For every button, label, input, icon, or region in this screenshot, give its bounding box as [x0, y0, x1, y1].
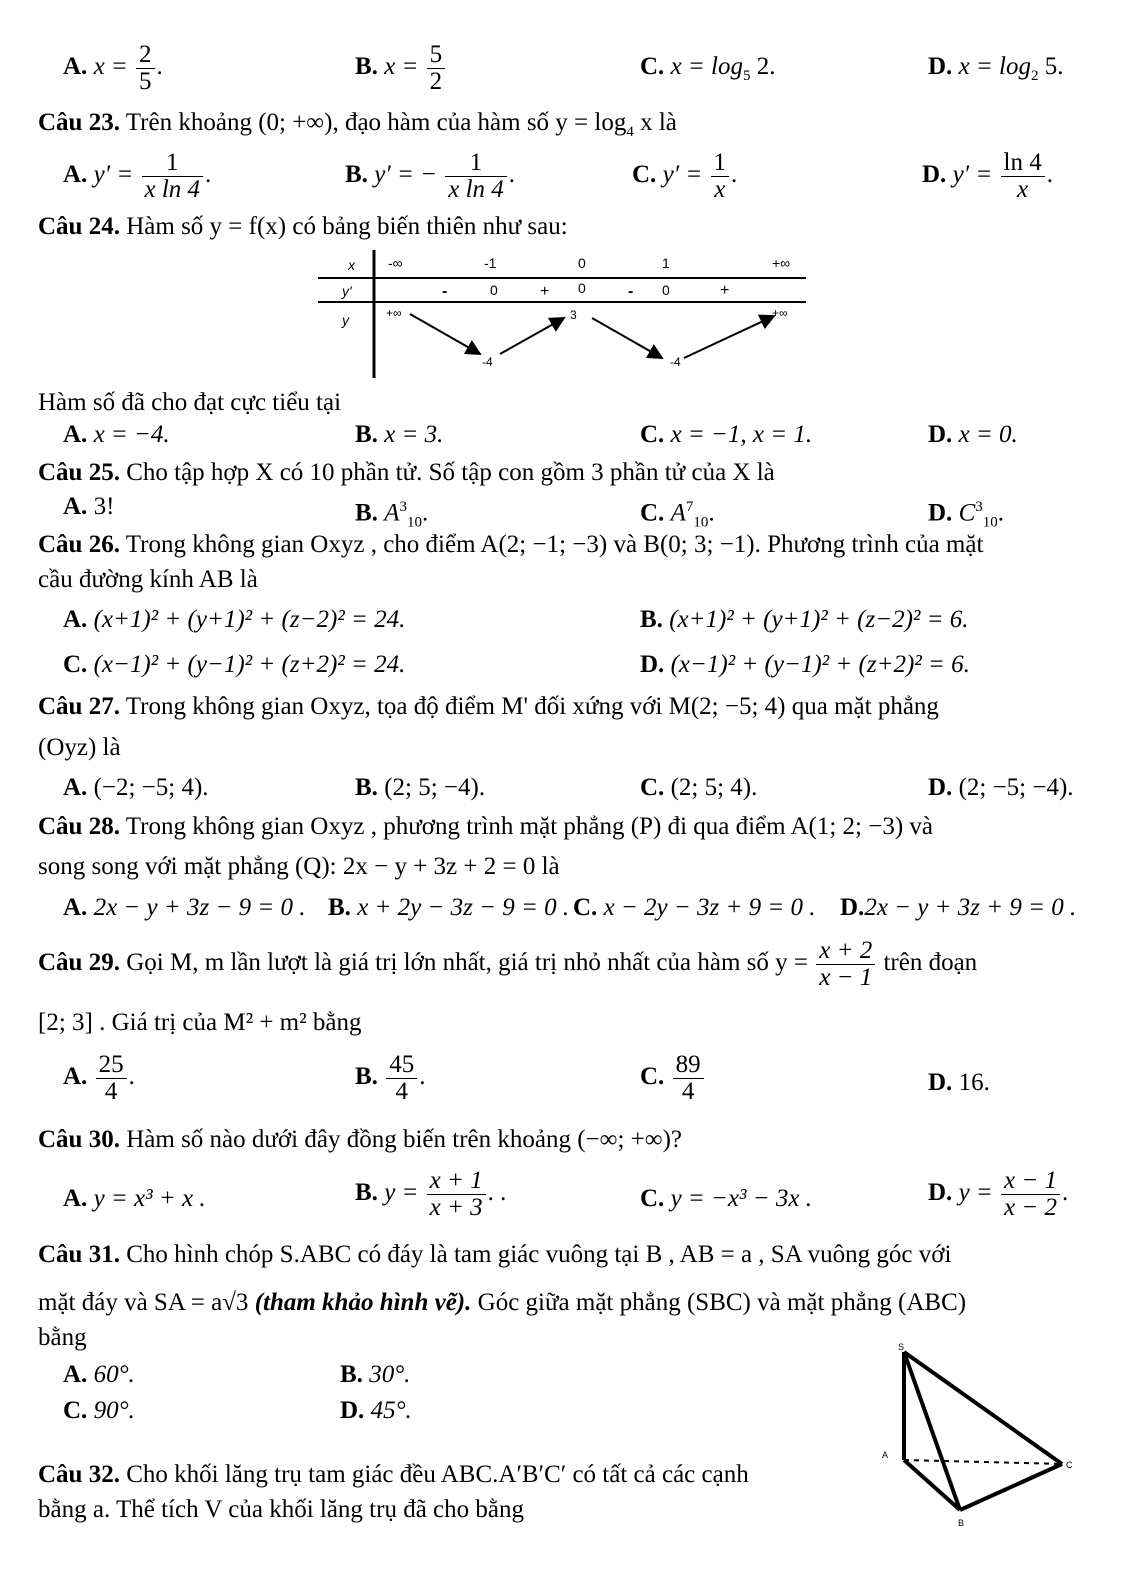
table-x-value: 0	[578, 255, 586, 271]
option-text: y = x³ + x .	[93, 1185, 206, 1212]
question-text: Trong không gian Oxyz , phương trình mặt phẳng (P) đi qua điểm A(1; 2; −3) và	[125, 813, 934, 840]
q30-option-c[interactable]	[640, 1184, 812, 1214]
option-punct: .	[508, 161, 516, 189]
denominator: 4	[104, 1078, 118, 1105]
numerator: x + 1	[427, 1168, 486, 1195]
q28-option-a[interactable]	[63, 893, 305, 923]
option-text: y =	[384, 1179, 419, 1207]
vertex-label-B: B	[958, 1518, 965, 1528]
option-text: C	[958, 499, 976, 527]
q26-stem-2: cầu đường kính AB là	[38, 566, 258, 593]
question-text-end: x là	[633, 109, 677, 136]
fraction	[142, 150, 204, 203]
option-punct: .	[1062, 1179, 1069, 1207]
q31-option-c[interactable]	[63, 1396, 135, 1426]
question-text: Cho hình chóp S.ABC có đáy là tam giác vuông tại B , AB = a , SA vuông góc với	[126, 1241, 952, 1268]
q31-stem-2	[38, 1288, 966, 1318]
q23-option-b[interactable]	[345, 150, 515, 203]
numerator: ln 4	[1001, 150, 1045, 177]
table-y-value: -4	[482, 355, 493, 369]
question-number: Câu 31.	[38, 1241, 120, 1268]
q31-stem	[38, 1240, 951, 1270]
numerator: 1	[711, 150, 730, 177]
question-text: Cho tập hợp X có 10 phần tử. Số tập con gồm 3 phần tử của X là	[126, 459, 775, 486]
q29-option-b[interactable]	[355, 1052, 425, 1105]
numerator: 1	[142, 150, 204, 177]
arrow-down	[410, 314, 480, 354]
table-y-value: -4	[670, 355, 681, 369]
table-x-value: 1	[662, 255, 670, 271]
question-text: Trong không gian Oxyz , cho điểm A(2; −1; −3) và B(0; 3; −1). Phương trình của mặt	[125, 531, 984, 558]
q26-stem	[38, 530, 983, 560]
q27-option-c[interactable]	[640, 773, 757, 803]
option-label: C.	[573, 894, 598, 921]
option-text: 2x − y + 3z + 9 = 0 .	[864, 894, 1077, 921]
option-text: y′ =	[662, 161, 703, 189]
table-yp-value: 0	[578, 280, 586, 296]
q28-option-c[interactable]	[573, 893, 815, 923]
option-punct: .	[1046, 161, 1053, 189]
question-text: Trong không gian Oxyz, tọa độ điểm M' đối xứng với M(2; −5; 4) qua mặt phẳng	[125, 693, 939, 720]
option-label: B.	[340, 1361, 363, 1388]
option-text: (2; −5; −4).	[958, 774, 1074, 801]
q28-option-b[interactable]	[328, 893, 569, 923]
table-x-label: x	[348, 257, 355, 273]
table-yp-value: 0	[662, 282, 670, 298]
q24-option-b[interactable]	[355, 420, 443, 450]
q23-option-c[interactable]	[632, 150, 737, 203]
option-text: (x+1)² + (y+1)² + (z−2)² = 24.	[93, 606, 406, 633]
q29-stem-2: [2; 3] . Giá trị của M² + m² bằng	[38, 1009, 362, 1036]
question-number: Câu 28.	[38, 813, 120, 840]
question-number: Câu 26.	[38, 531, 120, 558]
option-label: D.	[640, 651, 665, 678]
q29-option-a[interactable]	[63, 1052, 135, 1105]
option-text: x =	[93, 53, 128, 81]
option-label: B.	[355, 499, 378, 527]
q31-stem-3: bằng	[38, 1324, 87, 1351]
option-text: y′ =	[952, 161, 993, 189]
numerator: 45	[386, 1052, 417, 1079]
option-label: D.	[928, 421, 953, 448]
denominator: x ln 4	[448, 176, 504, 203]
q30-stem	[38, 1125, 682, 1155]
q28-option-d[interactable]	[840, 893, 1076, 923]
table-yp-value: -	[628, 283, 634, 300]
option-label: C.	[640, 774, 665, 801]
option-text: x = log	[958, 53, 1031, 80]
table-x-value: -∞	[388, 255, 403, 271]
fraction	[711, 150, 730, 203]
table-yp-value: -	[442, 283, 448, 300]
question-number: Câu 27.	[38, 693, 120, 720]
numerator: 89	[673, 1052, 704, 1079]
option-text: (−2; −5; 4).	[93, 774, 209, 801]
question-number: Câu 25.	[38, 459, 120, 486]
denominator: x ln 4	[144, 176, 201, 203]
option-text: (x+1)² + (y+1)² + (z−2)² = 6.	[669, 606, 969, 633]
question-number: Câu 32.	[38, 1461, 120, 1488]
option-label: D.	[928, 499, 953, 527]
option-text: 3!	[93, 493, 115, 520]
option-label: A.	[63, 421, 88, 448]
option-text: (x−1)² + (y−1)² + (z+2)² = 6.	[670, 651, 970, 678]
question-text: Hàm số y = f(x) có bảng biến thiên như sau:	[126, 213, 568, 240]
arrow-up	[684, 316, 774, 358]
option-label: A.	[63, 774, 88, 801]
option-text: x = 3.	[384, 421, 444, 448]
option-text: y′ =	[93, 161, 134, 189]
option-label: C.	[640, 1185, 665, 1212]
fraction	[136, 42, 155, 95]
variation-table	[310, 250, 810, 380]
q22-option-b[interactable]	[355, 42, 447, 95]
q24-option-a[interactable]	[63, 420, 170, 450]
fraction	[386, 1052, 417, 1105]
option-text: y = −x³ − 3x .	[670, 1185, 812, 1212]
option-punct: 5.	[1038, 53, 1064, 80]
q23-option-a[interactable]	[63, 150, 211, 203]
question-number: Câu 24.	[38, 213, 120, 240]
option-label: B.	[640, 606, 663, 633]
option-label: C.	[640, 53, 665, 80]
q25-stem	[38, 458, 775, 488]
denominator: x − 2	[1004, 1194, 1057, 1221]
question-number: Câu 29.	[38, 949, 120, 977]
option-text: A	[670, 499, 686, 527]
denominator: 5	[139, 68, 152, 95]
fraction	[96, 1052, 127, 1105]
q30-option-a[interactable]	[63, 1184, 206, 1214]
pyramid-figure	[870, 1340, 1090, 1530]
edge-SC	[904, 1352, 1062, 1464]
q26-option-a[interactable]	[63, 605, 405, 635]
option-text: y′ = −	[374, 161, 437, 189]
q24-option-c[interactable]	[640, 420, 812, 450]
q27-stem-2: (Oyz) là	[38, 734, 121, 761]
numerator: 1	[445, 150, 507, 177]
fraction	[1001, 150, 1045, 203]
subscript: 5	[742, 68, 751, 84]
option-label: A.	[63, 161, 88, 189]
q27-option-a[interactable]	[63, 773, 209, 803]
option-label: A.	[63, 894, 88, 921]
option-punct: .	[419, 1063, 426, 1091]
option-label: D.	[928, 1179, 953, 1207]
option-punct: .	[997, 499, 1004, 527]
q23-stem	[38, 108, 677, 147]
table-yp-value: 0	[490, 282, 498, 298]
superscript: 7	[685, 499, 694, 515]
edge-AC	[904, 1460, 1062, 1464]
option-text: x = −4.	[93, 421, 170, 448]
option-punct: .	[731, 161, 738, 189]
fraction	[445, 150, 507, 203]
option-text: x − 2y − 3z + 9 = 0 .	[603, 894, 816, 921]
q26-option-c[interactable]	[63, 650, 405, 680]
q28-stem	[38, 812, 933, 842]
option-text: (2; 5; 4).	[670, 774, 758, 801]
fraction	[673, 1052, 704, 1105]
q26-option-d[interactable]	[640, 650, 970, 680]
q27-option-d[interactable]	[928, 773, 1074, 803]
option-label: D.	[928, 53, 953, 80]
numerator: 2	[136, 42, 155, 69]
option-text: y =	[958, 1179, 993, 1207]
fraction	[816, 938, 875, 991]
q31-option-d[interactable]	[340, 1396, 412, 1426]
option-label: A.	[63, 1185, 88, 1212]
denominator: x + 3	[429, 1194, 483, 1221]
denominator: 4	[681, 1078, 695, 1105]
option-punct: . .	[487, 1179, 507, 1207]
option-label: A.	[63, 53, 88, 81]
option-label: A.	[63, 1361, 88, 1388]
subscript: 4	[626, 124, 634, 140]
denominator: 4	[395, 1078, 408, 1105]
option-text: 60°.	[93, 1361, 135, 1388]
superscript: 3	[975, 499, 983, 515]
numerator: 5	[427, 42, 446, 69]
table-yp-value: +	[540, 283, 550, 300]
question-note: (tham khảo hình vẽ).	[248, 1289, 472, 1316]
vertex-label-S: S	[898, 1342, 905, 1352]
q24-option-d[interactable]	[928, 420, 1018, 450]
question-number: Câu 30.	[38, 1126, 120, 1153]
q27-option-b[interactable]	[355, 773, 485, 803]
option-label: C.	[640, 1063, 665, 1091]
numerator: 25	[96, 1052, 127, 1079]
option-label: C.	[63, 1397, 88, 1424]
q23-option-d[interactable]	[922, 150, 1053, 203]
question-text-end: trên đoạn	[883, 949, 978, 977]
option-text: 16.	[958, 1069, 990, 1096]
subscript: 10	[982, 514, 998, 531]
option-label: B.	[328, 894, 351, 921]
option-text: x = 0.	[958, 421, 1018, 448]
table-y-value: +∞	[772, 306, 788, 320]
numerator: x − 1	[1001, 1168, 1060, 1195]
option-label: B.	[355, 774, 378, 801]
q28-stem-2: song song với mặt phẳng (Q): 2x − y + 3z + 2 = 0 là	[38, 853, 560, 880]
q22-option-a[interactable]	[63, 42, 163, 95]
option-label: C.	[63, 651, 88, 678]
q25-option-a[interactable]	[63, 492, 114, 522]
option-punct: .	[205, 161, 212, 189]
q26-option-b[interactable]	[640, 605, 969, 635]
option-text: 2x − y + 3z − 9 = 0 .	[93, 894, 306, 921]
numerator: x + 2	[816, 938, 875, 965]
option-punct: .	[421, 499, 429, 527]
vertex-label-C: C	[1066, 1460, 1073, 1470]
option-label: B.	[345, 161, 368, 189]
option-label: A.	[63, 606, 88, 633]
question-text: Gọi M, m lần lượt là giá trị lớn nhất, giá trị nhỏ nhất của hàm số y =	[126, 949, 808, 977]
q29-stem	[38, 938, 977, 991]
option-text: 45°.	[370, 1397, 412, 1424]
q22-option-c[interactable]	[640, 52, 775, 91]
option-label: B.	[355, 1063, 378, 1091]
fraction	[427, 42, 446, 95]
table-y-value: 3	[570, 308, 577, 322]
arrow-down	[592, 318, 662, 358]
subscript: 10	[693, 514, 709, 531]
q31-option-a[interactable]	[63, 1360, 135, 1390]
question-text: Hàm số nào dưới đây đồng biến trên khoảng (−∞; +∞)?	[126, 1126, 682, 1153]
denominator: x − 1	[819, 964, 873, 991]
q24-stem-2: Hàm số đã cho đạt cực tiểu tại	[38, 389, 342, 416]
table-y-label: y	[342, 312, 349, 328]
q29-option-d[interactable]	[928, 1068, 990, 1098]
option-punct: .	[128, 1063, 135, 1091]
fraction	[1001, 1168, 1060, 1221]
denominator: x	[1017, 176, 1029, 203]
option-text: 30°.	[369, 1361, 411, 1388]
vertex-label-A: A	[882, 1450, 889, 1460]
option-label: D.	[922, 161, 947, 189]
option-label: C.	[640, 499, 665, 527]
option-punct: .	[156, 53, 163, 81]
question-number: Câu 23.	[38, 109, 120, 136]
option-punct: .	[708, 499, 715, 527]
q27-stem	[38, 692, 939, 722]
subscript: 2	[1030, 68, 1039, 84]
option-text: (2; 5; −4).	[384, 774, 486, 801]
q30-option-d[interactable]	[928, 1168, 1068, 1221]
option-text: x = log	[670, 53, 743, 80]
option-label: D.	[928, 774, 953, 801]
option-text: (x−1)² + (y−1)² + (z+2)² = 24.	[93, 651, 406, 678]
option-label: B.	[355, 421, 378, 448]
q22-option-d[interactable]	[928, 52, 1063, 91]
option-text: A	[384, 499, 400, 527]
q32-stem-2: bằng a. Thể tích V của khối lăng trụ đã cho bằng	[38, 1496, 524, 1523]
option-label: B.	[355, 1179, 378, 1207]
q29-option-c[interactable]	[640, 1052, 706, 1105]
option-label: A.	[63, 1063, 88, 1091]
option-text: x =	[384, 53, 419, 81]
table-x-value: +∞	[772, 255, 791, 271]
option-label: B.	[355, 53, 378, 81]
option-label: D.	[928, 1069, 953, 1096]
option-text: 90°.	[93, 1397, 135, 1424]
q31-option-b[interactable]	[340, 1360, 410, 1390]
denominator: x	[714, 176, 726, 203]
option-label: C.	[632, 161, 657, 189]
option-punct: 2.	[750, 53, 776, 80]
table-x-value: -1	[484, 255, 497, 271]
question-text: Góc giữa mặt phẳng (SBC) và mặt phẳng (ABC)	[471, 1289, 967, 1316]
option-label: C.	[640, 421, 665, 448]
denominator: 2	[429, 68, 443, 95]
q30-option-b[interactable]	[355, 1168, 506, 1221]
option-text: x = −1, x = 1.	[670, 421, 813, 448]
option-label: A.	[63, 493, 88, 520]
subscript: 10	[406, 514, 422, 531]
question-text: Cho khối lăng trụ tam giác đều ABC.A′B′C′ có tất cả các cạnh	[126, 1461, 749, 1488]
option-label: D.	[840, 894, 865, 921]
option-text: x + 2y − 3z − 9 = 0 .	[357, 894, 570, 921]
option-label: D.	[340, 1397, 365, 1424]
fraction	[427, 1168, 486, 1221]
q32-stem	[38, 1460, 749, 1490]
edge-BC	[960, 1464, 1062, 1510]
arrow-up	[500, 318, 564, 354]
question-text: mặt đáy và SA = a√3	[38, 1289, 249, 1316]
table-yp-value: +	[720, 282, 730, 299]
table-yp-label: y'	[342, 283, 352, 299]
table-y-value: +∞	[386, 306, 402, 320]
q24-stem	[38, 212, 568, 242]
superscript: 3	[399, 499, 407, 515]
question-text: Trên khoảng (0; +∞), đạo hàm của hàm số y = log	[125, 109, 627, 136]
